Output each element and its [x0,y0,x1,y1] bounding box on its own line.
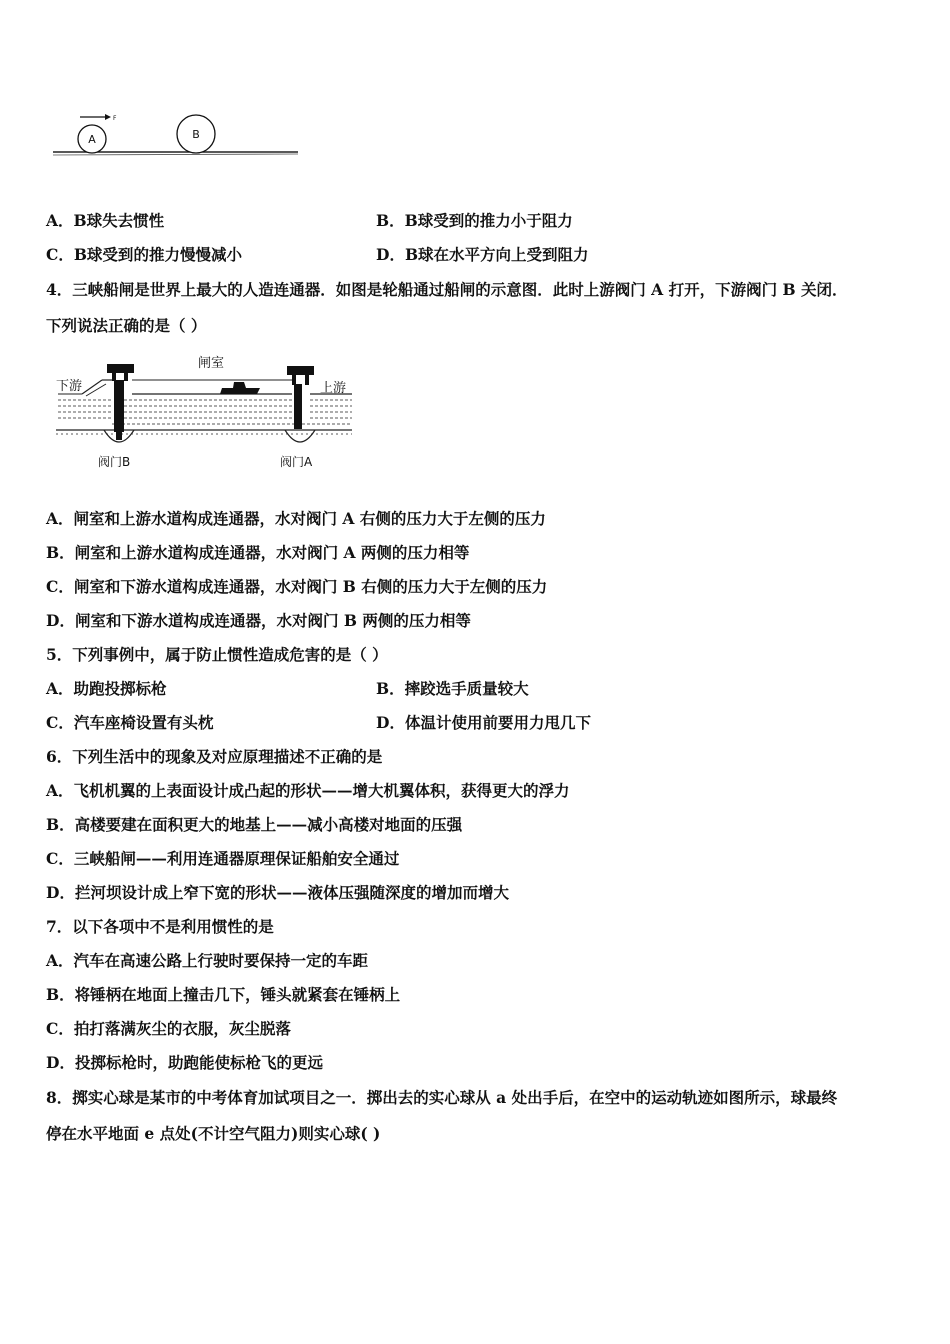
q5-option-a: A．助跑投掷标枪 [46,679,167,698]
downstream-label: 下游 [56,379,83,394]
ship-lock-diagram [52,350,357,475]
q4-option-b: B．闸室和上游水道构成连通器，水对阀门 A 两侧的压力相等 [46,543,470,562]
ball-b-label: B [192,128,200,141]
ship [220,382,260,394]
riverbed [56,430,352,434]
q5-option-c: C．汽车座椅设置有头枕 [46,713,214,732]
q3-option-b: B．B球受到的推力小于阻力 [376,211,573,230]
q3-option-a: A．B球失去惯性 [46,211,165,230]
q8-stem-line2: 停在水平地面 e 点处(不计空气阻力)则实心球( ) [46,1124,381,1143]
chamber-water [112,394,352,424]
upstream-label: 上游 [320,381,347,396]
q3-option-c: C．B球受到的推力慢慢减小 [46,245,242,264]
q4-stem-line2: 下列说法正确的是（ ） [46,316,207,335]
q3-option-d: D．B球在水平方向上受到阻力 [376,245,589,264]
valve-a-gate [285,366,315,442]
q6-option-d: D．拦河坝设计成上窄下宽的形状——液体压强随深度的增加而增大 [46,883,509,902]
q7-option-a: A．汽车在高速公路上行驶时要保持一定的车距 [46,951,369,970]
balls-diagram [50,108,305,163]
ball-a-label: A [88,133,96,146]
q6-option-a: A．飞机机翼的上表面设计成凸起的形状——增大机翼体积，获得更大的浮力 [46,781,570,800]
q8-stem-line1: 8．掷实心球是某市的中考体育加试项目之一．掷出去的实心球从 a 处出手后，在空中的运动轨迹如图所示，球最终 [46,1088,838,1107]
q6-stem: 6．下列生活中的现象及对应原理描述不正确的是 [46,747,383,766]
q5-option-d: D．体温计使用前要用力甩几下 [376,713,591,732]
valve-a-label: 阀门A [280,455,313,469]
q5-stem: 5．下列事例中，属于防止惯性造成危害的是（ ） [46,645,388,664]
q6-option-b: B．高楼要建在面积更大的地基上——减小高楼对地面的压强 [46,815,463,834]
q7-option-c: C．拍打落满灰尘的衣服，灰尘脱落 [46,1019,291,1038]
ground-line-shadow [53,154,298,155]
q6-option-c: C．三峡船闸——利用连通器原理保证船舶安全通过 [46,849,400,868]
force-label: F [113,115,117,122]
q7-option-d: D．投掷标枪时，助跑能使标枪飞的更远 [46,1053,323,1072]
upstream-water [310,394,352,418]
q4-option-d: D．闸室和下游水道构成连通器，水对阀门 B 两侧的压力相等 [46,611,471,630]
q4-option-c: C．闸室和下游水道构成连通器，水对阀门 B 右侧的压力大于左侧的压力 [46,577,548,596]
q5-option-b: B．摔跤选手质量较大 [376,679,529,698]
q4-option-a: A．闸室和上游水道构成连通器，水对阀门 A 右侧的压力大于左侧的压力 [46,509,546,528]
valve-b-label: 阀门B [98,455,131,469]
force-arrow-head [105,114,111,120]
q7-option-b: B．将锤柄在地面上撞击几下，锤头就紧套在锤柄上 [46,985,401,1004]
q7-stem: 7．以下各项中不是利用惯性的是 [46,917,274,936]
q4-stem-line1: 4．三峡船闸是世界上最大的人造连通器．如图是轮船通过船闸的示意图．此时上游阀门 A 打开，下游阀门 B 关闭． [46,280,848,299]
chamber-label: 闸室 [198,356,225,371]
